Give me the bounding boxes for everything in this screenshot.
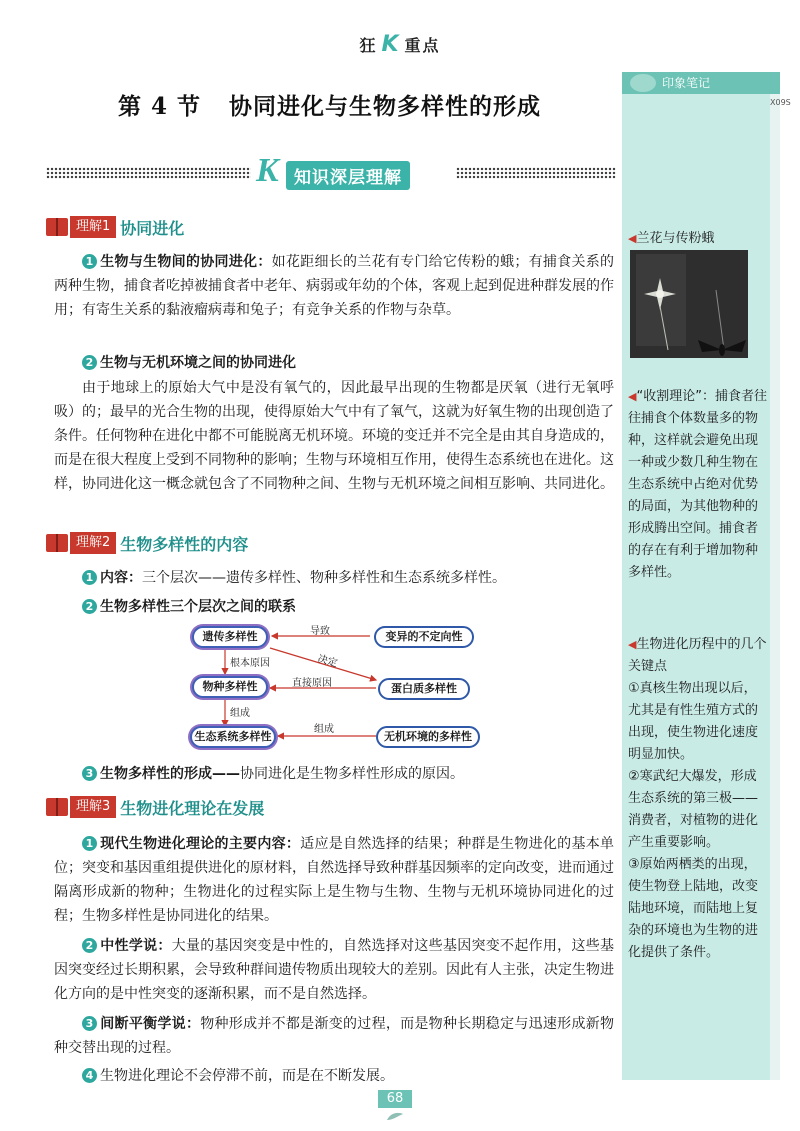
triangle-marker-icon: ◀: [628, 232, 637, 245]
banner-badge: [256, 152, 451, 189]
label-determines: 决定: [316, 653, 339, 670]
para-head: 间断平衡学说：: [100, 1016, 201, 1032]
para-body: 由于地球上的原始大气中是没有氧气的，因此最早出现的生物都是厌氧（进行无氧呼吸）的；最早的光合生物的出现，使得原始大气中有了氧气，这就为好氧生物的出现创造了条件。任何物种在进化中都不可能脱离无机环境。环境的变迁并不完全是由其自身造成的，而是在很大程度上受到不同物种的影响；生物与环境相互作用，使得生态系统也在进化。这样，协同进化这一概念就包含了不同物种之间、生物与无机环境之间相互影响、共同进化。: [54, 380, 614, 492]
heading-title: 生物进化理论在发展: [120, 798, 265, 818]
note-point-2: ②寒武纪大爆发，形成生态系统的第三极——消费者，对植物的进化产生重要影响。: [628, 769, 759, 850]
triangle-marker-icon: ◀: [628, 390, 637, 403]
heading-understanding-2: [46, 530, 248, 556]
number-badge: 3: [82, 1016, 97, 1031]
dotted-rule-left: [46, 167, 251, 179]
section-number: 第 4 节: [118, 93, 202, 120]
paragraph-s2-p1: [54, 566, 614, 590]
heading-understanding-1: [46, 214, 184, 240]
brand-right: 重点: [404, 36, 441, 55]
note-point-1: ①真核生物出现以后，尤其是有性生殖方式的出现，使生物进化速度明显加快。: [628, 681, 759, 762]
paragraph-s3-p1: [54, 832, 614, 928]
para-body: 三个层次——遗传多样性、物种多样性和生态系统多样性。: [142, 570, 506, 586]
book-icon: [46, 798, 68, 816]
sidebar-header: [622, 72, 780, 94]
paragraph-s3-p3: [54, 1012, 614, 1060]
heading-tag: 理解1: [70, 216, 116, 238]
sidebar-edge-text: X09S: [770, 98, 791, 107]
para-body: 大量的基因突变是中性的，自然选择对这些基因突变不起作用，这些基因突变经过长期积累，会导致种群间遗传物质出现较大的差别。因此有人主张，决定生物进化方向的是中性突变的逐渐积累，而不是自然选择。: [54, 938, 615, 1002]
triangle-marker-icon: ◀: [628, 638, 637, 651]
note-key-points: [628, 634, 768, 964]
paragraph-s3-p4: [54, 1064, 614, 1088]
node-protein-diversity: 蛋白质多样性: [378, 678, 470, 700]
note-harvesting-theory: [628, 386, 768, 584]
para-body: 协同进化是生物多样性形成的原因。: [240, 766, 464, 782]
label-direct-cause: 直接原因: [292, 678, 332, 689]
note-head: 生物进化历程中的几个关键点: [628, 637, 767, 674]
number-badge: 2: [82, 599, 97, 614]
header-brand: [0, 32, 800, 57]
para-head: 生物与生物间的协同进化：: [100, 254, 272, 270]
subheading-s2-p2: [82, 596, 296, 616]
label-root-cause: 根本原因: [230, 658, 270, 669]
dotted-rule-right: [456, 167, 616, 179]
orchid-moth-illustration: [630, 250, 748, 358]
para-head: 现代生物进化理论的主要内容：: [100, 836, 301, 852]
label-composes-1: 组成: [230, 708, 250, 719]
node-ecosystem-diversity: 生态系统多样性: [190, 726, 276, 748]
biodiversity-diagram: [190, 622, 490, 752]
k-logo-icon: K: [256, 152, 279, 189]
number-badge: 2: [82, 938, 97, 953]
number-badge: 1: [82, 570, 97, 585]
para-head: 中性学说：: [100, 938, 172, 954]
orchid-moth-photo: [630, 250, 748, 358]
heading-title: 协同进化: [120, 218, 185, 238]
heading-tag: 理解2: [70, 532, 116, 554]
para-body: 物种形成并不都是渐变的过程，而是物种长期稳定与迅速形成新物种交替出现的过程。: [54, 1016, 615, 1056]
note-text: “收割理论”：捕食者往往捕食个体数量多的物种，这样就会避免出现一种或少数几种生物在生态系统中占绝对优势的局面，为其他物种的形成腾出空间。捕食者的存在有利于增加物种多样性。: [628, 389, 767, 580]
sidebar-header-text: 印象笔记: [662, 76, 711, 90]
node-species-diversity: 物种多样性: [192, 676, 268, 698]
node-random-variation: 变异的不定向性: [374, 626, 474, 648]
number-badge: 1: [82, 836, 97, 851]
para-head: 生物与无机环境之间的协同进化: [100, 355, 296, 371]
note-text: 兰花与传粉蛾: [636, 231, 715, 246]
book-icon: [46, 218, 68, 236]
number-badge: 2: [82, 355, 97, 370]
page-title: [118, 88, 541, 121]
subheading-s1-p2: [82, 352, 296, 372]
heading-title: 生物多样性的内容: [120, 534, 249, 554]
knowledge-banner: [46, 152, 616, 189]
notes-sidebar: [622, 72, 791, 1080]
para-body: 生物进化理论不会停滞不前，而是在不断发展。: [100, 1068, 394, 1084]
heading-tag: 理解3: [70, 796, 116, 818]
heading-understanding-3: [46, 794, 264, 820]
cloud-icon: [630, 74, 656, 92]
para-head: 生物多样性的形成——: [100, 766, 240, 782]
paragraph-s3-p2: [54, 934, 614, 1006]
paragraph-s1-p2: [54, 376, 614, 496]
para-head: 生物多样性三个层次之间的联系: [100, 599, 296, 615]
brand-k-logo: K: [381, 32, 401, 57]
node-abiotic-diversity: 无机环境的多样性: [376, 726, 480, 748]
book-icon: [46, 534, 68, 552]
paragraph-s2-p3: [54, 762, 614, 786]
banner-text: 知识深层理解: [286, 161, 410, 190]
number-badge: 1: [82, 254, 97, 269]
leaf-ornament-icon: [386, 1112, 404, 1122]
node-genetic-diversity: 遗传多样性: [192, 626, 268, 648]
section-title: 协同进化与生物多样性的形成: [229, 93, 542, 120]
number-badge: 3: [82, 766, 97, 781]
label-leads-to: 导致: [310, 626, 330, 637]
note-orchid-moth: [628, 228, 768, 250]
paragraph-s1-p1: [54, 250, 614, 322]
number-badge: 4: [82, 1068, 97, 1083]
label-composes-2: 组成: [314, 724, 334, 735]
note-point-3: ③原始两栖类的出现，使生物登上陆地，改变陆地环境，而陆地上复杂的环境也为生物的进化提供了条件。: [628, 857, 759, 960]
para-head: 内容：: [100, 570, 142, 586]
para-body: 如花距细长的兰花有专门给它传粉的蛾；有捕食关系的两种生物，捕食者吃掉被捕食者中老年、病弱或年幼的个体，客观上起到促进种群发展的作用；有寄生关系的黏液瘤病毒和兔子；有竞争关系的作物与杂草。: [54, 254, 615, 318]
para-body: 适应是自然选择的结果；种群是生物进化的基本单位；突变和基因重组提供进化的原材料，自然选择导致种群基因频率的定向改变，进而通过隔离形成新的物种；生物进化的过程实际上是生物与生物、生物与无机环境协同进化的过程；生物多样性是协同进化的结果。: [54, 836, 615, 924]
brand-left: 狂: [359, 36, 378, 55]
page-number: 68: [378, 1090, 412, 1108]
